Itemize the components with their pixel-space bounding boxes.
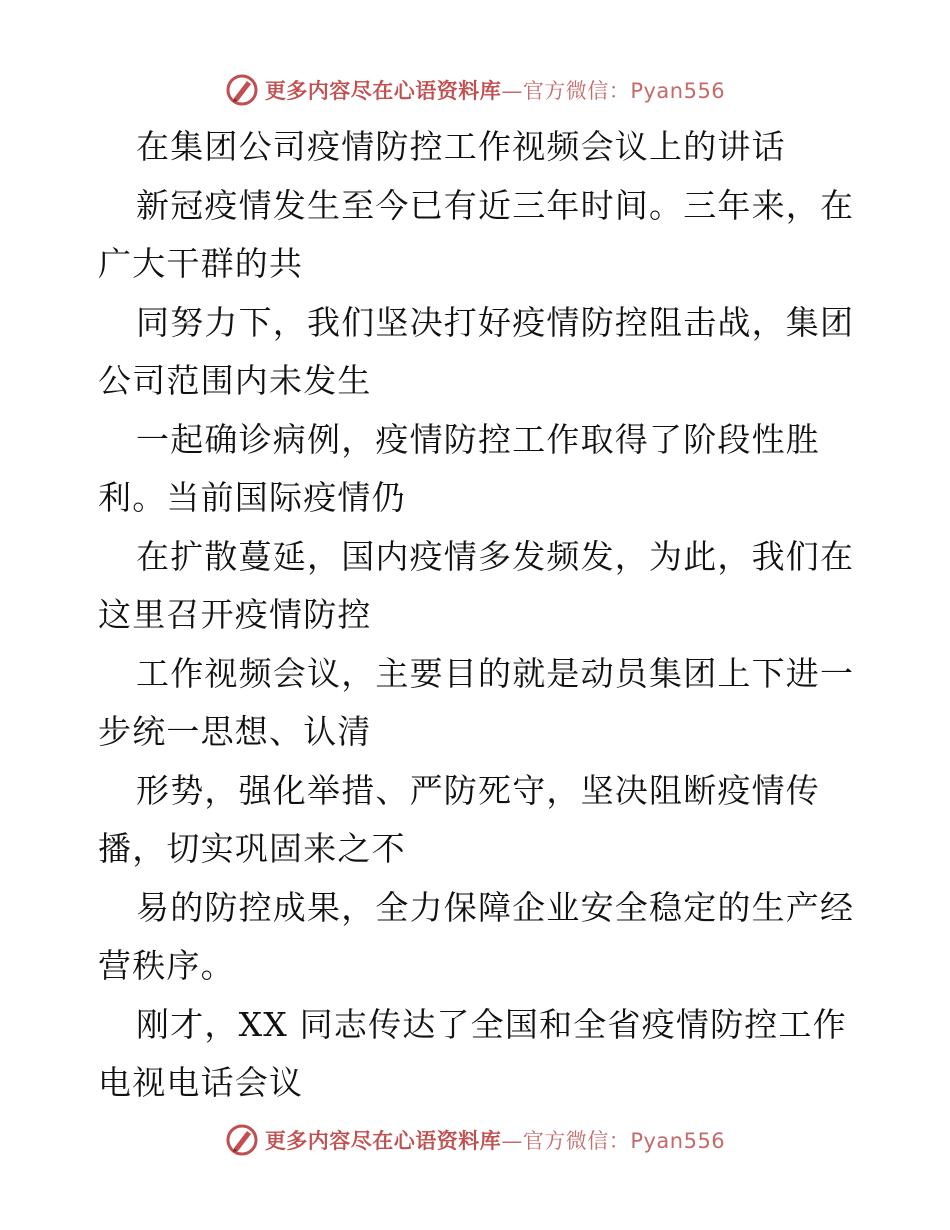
watermark-text [265,75,725,105]
text-line: 利。当前国际疫情仍 [98,478,406,517]
watermark-bold-text: 更多内容尽在心语资料库 [264,1128,502,1153]
text-line: 营秩序。 [98,946,235,985]
watermark-text [265,1125,725,1155]
text-line: 广大干群的共 [98,244,304,283]
text-line: 播，切实巩固来之不 [98,829,406,868]
text-line: 新冠疫情发生至今已有近三年时间。三年来，在 [136,185,855,225]
watermark-account: Pyan556 [630,1129,726,1153]
watermark-separator: — [501,79,523,103]
text-line: 电视电话会议 [98,1063,304,1102]
watermark-bold-text: 更多内容尽在心语资料库 [264,78,502,103]
text-line: 步统一思想、认清 [98,712,372,751]
pen-logo-icon [225,73,259,107]
text-line: 这里召开疫情防控 [98,595,372,634]
text-line: 易的防控成果，全力保障企业安全稳定的生产经 [136,887,855,927]
pen-logo-icon [225,1123,259,1157]
watermark-account: Pyan556 [630,79,726,103]
watermark-separator: — [501,1129,523,1153]
document-body [98,118,858,1113]
text-line: 在扩散蔓延，国内疫情多发频发，为此，我们在 [136,536,855,576]
header-watermark [0,70,950,110]
text-line: 工作视频会议，主要目的就是动员集团上下进一 [136,653,855,693]
text-line: 一起确诊病例，疫情防控工作取得了阶段性胜 [136,419,820,459]
footer-watermark [0,1120,950,1160]
text-line: 同努力下，我们坚决打好疫情防控阻击战，集团 [136,302,855,342]
text-line: 在集团公司疫情防控工作视频会议上的讲话 [136,127,786,166]
watermark-rest-text: 官方微信： [522,79,631,103]
text-line: 刚才，XX 同志传达了全国和全省疫情防控工作 [136,1004,847,1044]
text-line: 公司范围内未发生 [98,361,372,400]
text-line: 形势，强化举措、严防死守，坚决阻断疫情传 [136,770,820,810]
watermark-rest-text: 官方微信： [522,1129,631,1153]
